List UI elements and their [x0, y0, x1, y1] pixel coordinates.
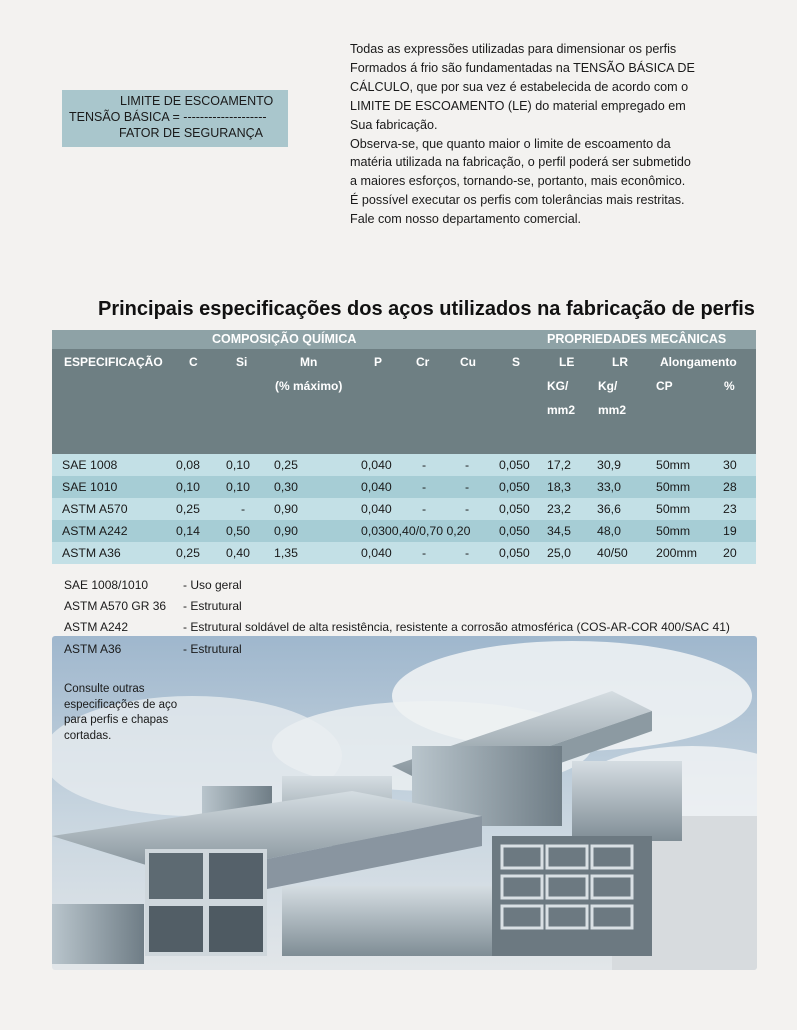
cell-cr: -: [422, 480, 427, 494]
header-alongamento: Alongamento: [660, 355, 737, 369]
cell-spec: SAE 1010: [62, 480, 118, 494]
cell-cp: 50mm: [656, 458, 691, 472]
cell-cp: 200mm: [656, 546, 698, 560]
cell-c: 0,08: [176, 458, 200, 472]
header-si: Si: [236, 355, 248, 369]
cell-pct: 19: [723, 524, 737, 538]
intro-line: É possível executar os perfis com tolerâncias mais restritas.: [350, 193, 685, 208]
cell-lr: 48,0: [597, 524, 621, 538]
intro-line: Todas as expressões utilizadas para dimensionar os perfis: [350, 42, 677, 56]
header-mm-lr: mm2: [598, 403, 627, 417]
consult-note: [64, 682, 194, 744]
cell-le: 23,2: [547, 502, 571, 516]
cell-le: 17,2: [547, 458, 571, 472]
header-p: P: [374, 355, 383, 369]
cell-cr: -: [422, 458, 427, 472]
cell-mn: 0,25: [274, 458, 298, 472]
cell-si: 0,40: [226, 546, 250, 560]
cell-p: 0,040: [361, 502, 392, 516]
group-mechanical-header: [537, 330, 756, 349]
use-spec: ASTM A36: [64, 642, 122, 656]
formula-numerator: LIMITE DE ESCOAMENTO: [120, 94, 274, 108]
header-c: C: [189, 355, 198, 369]
cell-cp: 50mm: [656, 524, 691, 538]
cell-pct: 30: [723, 458, 737, 472]
header-mn-note: (% máximo): [275, 379, 343, 393]
intro-line: Sua fabricação.: [350, 117, 438, 132]
spec-table: [52, 330, 756, 560]
cell-s: 0,050: [499, 524, 530, 538]
cell-cp: 50mm: [656, 480, 691, 494]
consult-line: cortadas.: [64, 729, 112, 742]
header-kg-lr: Kg/: [598, 379, 618, 393]
header-cr: Cr: [416, 355, 430, 369]
header-mm-le: mm2: [547, 403, 576, 417]
intro-line: a maiores esforços, tornando-se, portanto, mais econômico.: [350, 174, 686, 189]
cell-pct: 23: [723, 502, 737, 516]
intro-line: CÁLCULO, que por sua vez é estabelecida de acordo com o: [350, 79, 689, 94]
intro-text: [350, 40, 750, 229]
use-description: - Estrutural: [183, 599, 242, 613]
header-s: S: [512, 355, 521, 369]
cell-le: 25,0: [547, 546, 571, 560]
cell-spec: ASTM A242: [62, 524, 128, 538]
cell-s: 0,050: [499, 546, 530, 560]
group-mechanical-label: PROPRIEDADES MECÂNICAS: [547, 332, 727, 346]
cell-lr: 30,9: [597, 458, 621, 472]
cell-pct: 28: [723, 480, 737, 494]
cell-spec: ASTM A570: [62, 502, 128, 516]
cell-s: 0,050: [499, 502, 530, 516]
cell-si: 0,50: [226, 524, 250, 538]
use-description: - Estrutural soldável de alta resistência, resistente a corrosão atmosférica (COS-AR-COR 400/SAC 41): [183, 620, 730, 634]
cell-lr: 33,0: [597, 480, 621, 494]
cell-p: 0,040: [361, 480, 392, 494]
use-description: - Estrutural: [183, 642, 242, 656]
cell-p: 0,040: [361, 546, 392, 560]
formula-denominator: FATOR DE SEGURANÇA: [119, 126, 264, 140]
cell-cp: 50mm: [656, 502, 691, 516]
header-lr: LR: [612, 355, 628, 369]
cell-spec: ASTM A36: [62, 546, 121, 560]
section-title: Principais especificações dos aços utilizados na fabricação de perfis: [98, 298, 755, 320]
header-pct: %: [724, 379, 735, 393]
cell-cu: -: [465, 480, 470, 494]
group-chemical-label: COMPOSIÇÃO QUÍMICA: [212, 332, 357, 346]
use-spec: ASTM A570 GR 36: [64, 599, 167, 613]
cell-mn: 0,30: [274, 480, 298, 494]
cell-spec: SAE 1008: [62, 458, 118, 472]
header-spec: ESPECIFICAÇÃO: [64, 355, 163, 369]
cell-lr: 36,6: [597, 502, 621, 516]
consult-line: Consulte outras: [64, 683, 145, 695]
table-row: [52, 476, 756, 498]
intro-line: Formados á frio são fundamentadas na TENSÃO BÁSICA DE: [350, 60, 695, 75]
use-spec: SAE 1008/1010: [64, 578, 149, 592]
header-cp: CP: [656, 379, 673, 393]
cell-lr: 40/50: [597, 546, 628, 560]
cell-cr: -: [422, 502, 427, 516]
intro-line: Fale com nosso departamento comercial.: [350, 212, 581, 227]
cell-c: 0,25: [176, 502, 200, 516]
use-spec: ASTM A242: [64, 620, 129, 634]
header-le: LE: [559, 355, 575, 369]
cell-le: 34,5: [547, 524, 571, 538]
cell-c: 0,25: [176, 546, 200, 560]
use-description: - Uso geral: [183, 578, 242, 592]
table-header: [52, 349, 756, 454]
intro-line: matéria utilizada na fabricação, o perfil poderá ser submetido: [350, 155, 691, 170]
cell-s: 0,050: [499, 480, 530, 494]
cell-cu: -: [465, 502, 470, 516]
consult-line: para perfis e chapas: [64, 714, 169, 726]
header-cu: Cu: [460, 355, 476, 369]
cell-cr: -: [422, 546, 427, 560]
cell-cu: -: [465, 546, 470, 560]
cell-c: 0,10: [176, 480, 200, 494]
cell-s: 0,050: [499, 458, 530, 472]
group-chemical-header: [52, 330, 537, 349]
cell-mn: 1,35: [274, 546, 298, 560]
table-row: [52, 454, 756, 476]
cell-le: 18,3: [547, 480, 571, 494]
intro-line: LIMITE DE ESCOAMENTO (LE) do material empregado em: [350, 98, 686, 113]
cell-si: 0,10: [226, 458, 250, 472]
table-row: [52, 498, 756, 520]
cell-mn: 0,90: [274, 502, 298, 516]
cell-si: 0,10: [226, 480, 250, 494]
consult-line: especificações de aço: [64, 698, 178, 711]
table-row: [52, 542, 756, 564]
cell-c: 0,14: [176, 524, 200, 538]
cell-cu: -: [465, 458, 470, 472]
intro-line: Observa-se, que quanto maior o limite de escoamento da: [350, 136, 671, 151]
cell-mn: 0,90: [274, 524, 298, 538]
cell-si: -: [241, 502, 246, 516]
formula-left: TENSÃO BÁSICA = --------------------: [69, 110, 267, 124]
cell-p: 0,040: [361, 458, 392, 472]
table-row: [52, 520, 756, 542]
cell-pct: 20: [723, 546, 737, 560]
header-mn: Mn: [300, 355, 318, 369]
formula-box: [62, 90, 288, 147]
header-kg-le: KG/: [547, 379, 569, 393]
cell-p: 0,0300,40/0,70 0,20: [361, 524, 471, 538]
